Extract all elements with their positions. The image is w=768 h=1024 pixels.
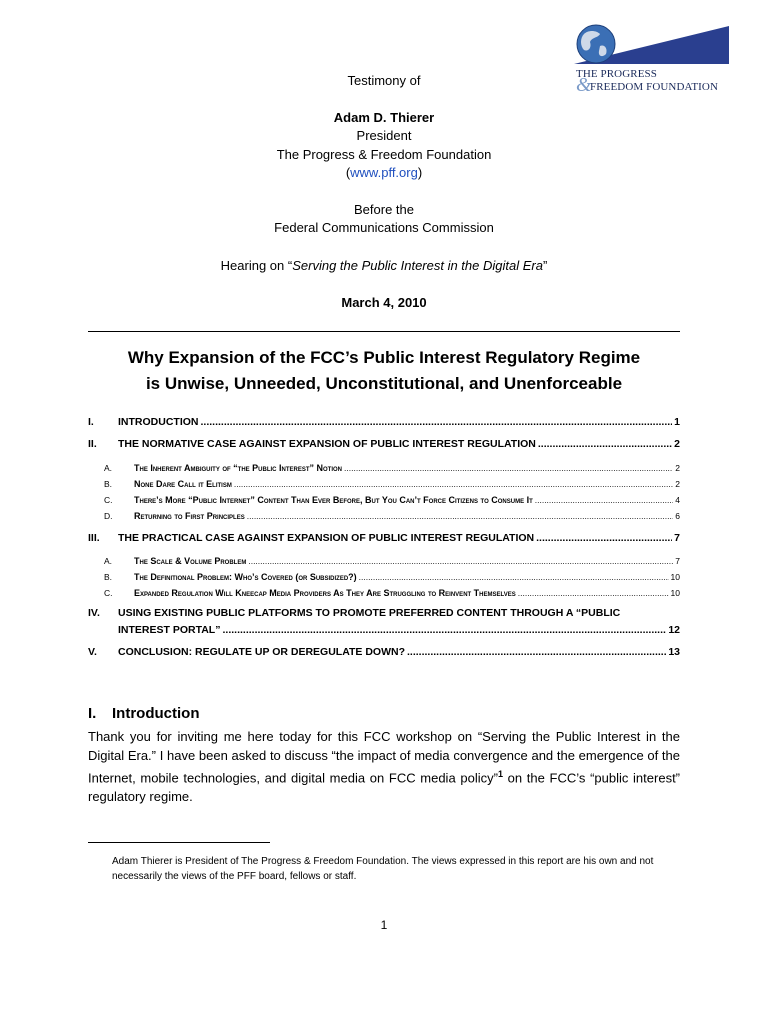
- document-title: [0, 345, 768, 397]
- logo-text-line2: FREEDOM FOUNDATION: [590, 81, 718, 93]
- commission-name: Federal Communications Commission: [274, 220, 494, 235]
- title-line-1: Why Expansion of the FCC’s Public Interest Regulatory Regime: [127, 348, 641, 367]
- hearing-date: March 4, 2010: [341, 295, 427, 310]
- org-url-line: (www.pff.org): [345, 165, 423, 180]
- hearing-title: Serving the Public Interest in the Digital Era: [292, 258, 543, 273]
- divider: [88, 331, 680, 332]
- author-name: Adam D. Thierer: [333, 110, 435, 125]
- footnote-ref[interactable]: 1: [497, 769, 503, 779]
- toc-subentry[interactable]: D. Returning to First Principles ..... 6: [88, 505, 680, 521]
- toc-entry[interactable]: V. CONCLUSION: REGULATE UP OR DEREGULATE DOWN? ..... 13: [88, 642, 680, 658]
- toc-subentry[interactable]: C. There’s More “Public Internet” Content Than Ever Before, But You Can’t Force Citizens to Consume It ..... 4: [88, 489, 680, 505]
- toc-entry[interactable]: III. THE PRACTICAL CASE AGAINST EXPANSION OF PUBLIC INTEREST REGULATION ..... 7: [88, 528, 680, 544]
- intro-paragraph: Thank you for inviting me here today for this FCC workshop on “Serving the Public Interest in the Digital Era.” I have been asked to discuss “the impact of media convergence and the emergence of the Internet, mobile technologies, and digital media on FCC media policy”$^1$ on the FCC’s “public interest” regulatory regime.: [88, 729, 681, 805]
- author-role: President: [356, 128, 412, 143]
- testimony-label: Testimony of: [347, 73, 421, 88]
- author-org: The Progress & Freedom Foundation: [276, 147, 492, 162]
- page-number: 1: [380, 918, 388, 932]
- logo-ampersand: &: [576, 74, 592, 96]
- toc-entry[interactable]: I. INTRODUCTION ..... 1: [88, 412, 680, 428]
- footnote-text: Adam Thierer is President of The Progress & Freedom Foundation. The views expressed in this report are his own and not necessarily the views of the PFF board, fellows or staff.: [112, 856, 654, 882]
- globe-icon: [574, 22, 734, 66]
- toc-entry[interactable]: II. THE NORMATIVE CASE AGAINST EXPANSION OF PUBLIC INTEREST REGULATION ..... 2: [88, 434, 680, 450]
- toc-subentry[interactable]: B. The Definitional Problem: Who’s Covered (or Subsidized?) ..... 10: [88, 566, 680, 582]
- toc-entry-line1[interactable]: IV. USING EXISTING PUBLIC PLATFORMS TO PROMOTE PREFERRED CONTENT THROUGH A “PUBLIC: [88, 607, 621, 619]
- footnote-divider: [88, 842, 270, 843]
- toc-subentry[interactable]: A. The Inherent Ambiguity of “the Public Interest” Notion ..... 2: [88, 457, 680, 473]
- section-heading: I. Introduction: [88, 705, 200, 722]
- toc-subentry[interactable]: A. The Scale & Volume Problem ..... 7: [88, 550, 680, 566]
- toc-entry-line2[interactable]: INTEREST PORTAL” ..... 12: [88, 620, 680, 636]
- toc-subentry[interactable]: C. Expanded Regulation Will Kneecap Media Providers As They Are Struggling to Reinvent Themselves ..... 10: [88, 582, 680, 598]
- hearing-line: Hearing on “Serving the Public Interest in the Digital Era”: [220, 258, 548, 273]
- toc-subentry[interactable]: B. None Dare Call it Elitism ..... 2: [88, 473, 680, 489]
- org-url-link[interactable]: www.pff.org: [350, 165, 418, 180]
- before-label: Before the: [354, 202, 414, 217]
- logo-text-line1: THE PROGRESS: [576, 68, 657, 80]
- title-line-2: is Unwise, Unneeded, Unconstitutional, and Unenforceable: [145, 374, 623, 393]
